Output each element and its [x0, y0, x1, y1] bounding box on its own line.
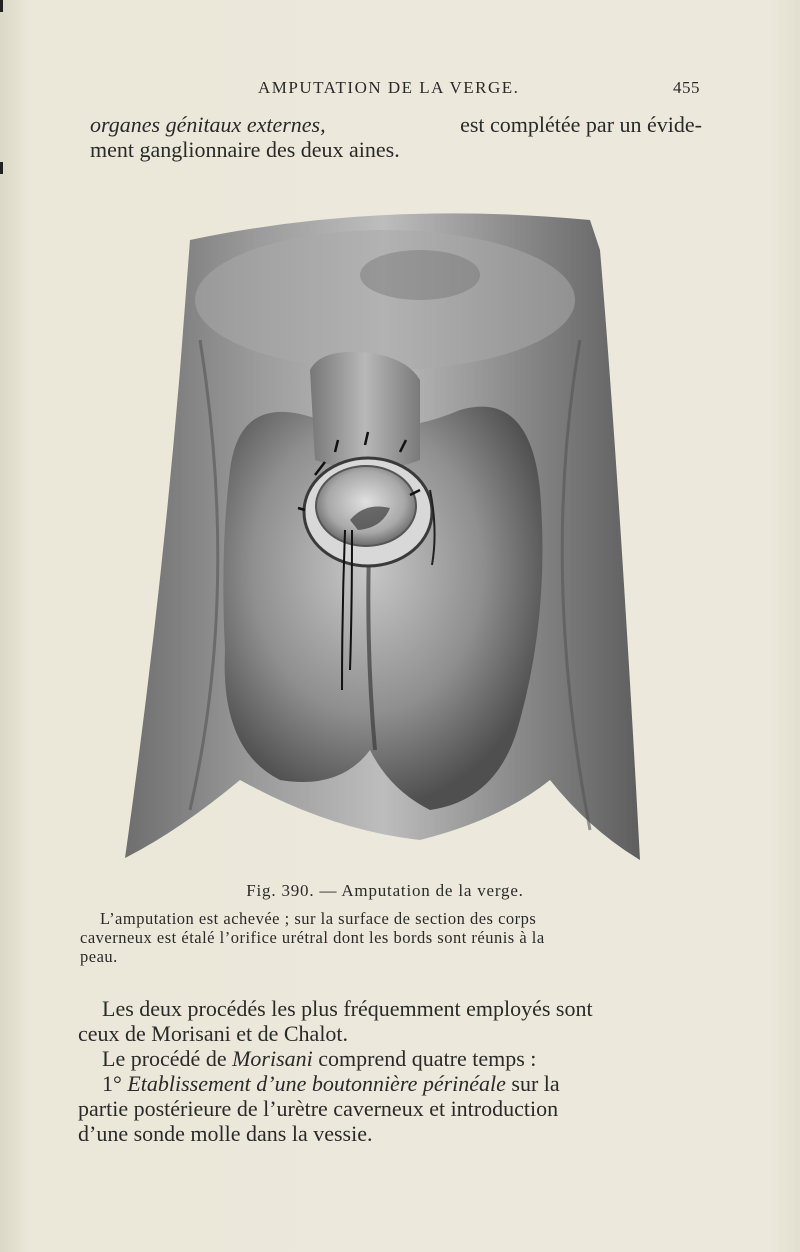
intro-italic-text: organes génitaux externes, [90, 112, 326, 137]
intro-line [90, 112, 702, 137]
figure-caption [80, 909, 682, 966]
body-italic-text: Etablissement d’une boutonnière périnéale [127, 1071, 506, 1096]
running-head [80, 74, 700, 104]
intro-paragraph [90, 112, 702, 162]
figure-caption-title: Fig. 390. — Amputation de la verge. [246, 881, 524, 900]
running-title: AMPUTATION DE LA VERGE. [258, 78, 520, 97]
intro-text: est complétée par un évide- [460, 112, 702, 137]
caption-line: peau. [80, 947, 118, 966]
body-text [78, 996, 684, 1146]
body-line [78, 1071, 684, 1096]
caption-line: caverneux est étalé l’orifice urétral dont les bords sont réunis à la [80, 928, 545, 947]
page-number: 455 [673, 78, 700, 97]
surgical-illustration [120, 190, 650, 870]
caption-line: L’amputation est achevée ; sur la surface de section des corps [100, 909, 537, 928]
body-line: Les deux procédés les plus fréquemment employés sont [102, 996, 593, 1021]
body-text-segment: sur la [511, 1071, 560, 1096]
body-line: partie postérieure de l’urètre caverneux et introduction [78, 1096, 559, 1121]
list-number: 1° [102, 1071, 122, 1096]
intro-line: ment ganglionnaire des deux aines. [90, 137, 400, 162]
body-line: d’une sonde molle dans la vessie. [78, 1121, 373, 1146]
penile-stump [310, 352, 420, 470]
body-text-segment: Le procédé de [102, 1046, 227, 1071]
body-line: ceux de Morisani et de Chalot. [78, 1021, 349, 1046]
binding-edge-mark [0, 162, 3, 174]
binding-edge-mark [0, 0, 3, 12]
body-italic-text: Morisani [232, 1046, 313, 1071]
body-text-segment: comprend quatre temps : [318, 1046, 537, 1071]
body-line [78, 1046, 684, 1071]
